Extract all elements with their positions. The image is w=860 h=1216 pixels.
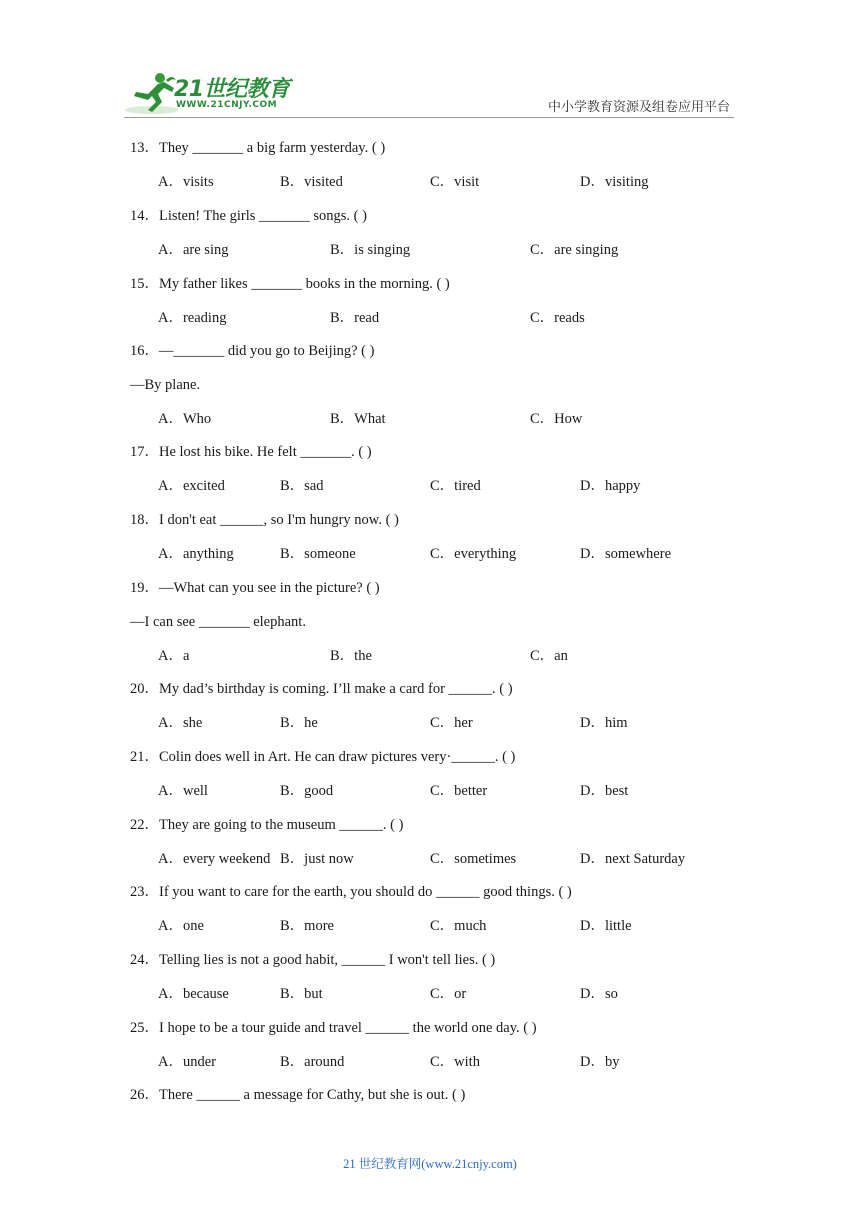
option[interactable]: C．How <box>530 411 583 427</box>
option[interactable]: C．her <box>430 715 473 731</box>
option[interactable]: C．are singing <box>530 242 619 258</box>
option[interactable]: A．under <box>158 1054 216 1070</box>
option[interactable]: B．around <box>280 1054 345 1070</box>
option[interactable]: C．visit <box>430 174 480 190</box>
runner-logo-icon <box>122 70 178 116</box>
option[interactable]: D．so <box>580 986 618 1002</box>
logo-url: WWW.21CNJY.COM <box>176 100 278 110</box>
option[interactable]: B．just now <box>280 851 354 867</box>
page-footer[interactable]: 21 世纪教育网(www.21cnjy.com) <box>343 1157 517 1171</box>
option[interactable]: B．sad <box>280 478 324 494</box>
option[interactable]: A．are sing <box>158 242 229 258</box>
question-stem: 26．There ______ a message for Cathy, but she is out. ( ) <box>130 1087 466 1103</box>
question-stem: 25．I hope to be a tour guide and travel ______ the world one day. ( ) <box>130 1020 537 1036</box>
option[interactable]: C．sometimes <box>430 851 517 867</box>
option[interactable]: D．little <box>580 918 632 934</box>
option[interactable]: A．every weekend <box>158 851 271 867</box>
option[interactable]: C．or <box>430 986 467 1002</box>
option[interactable]: A．visits <box>158 174 214 190</box>
option[interactable]: B．someone <box>280 546 356 562</box>
question-stem: 24．Telling lies is not a good habit, ______ I won't tell lies. ( ) <box>130 952 496 968</box>
option[interactable]: D．him <box>580 715 628 731</box>
page-header <box>0 0 860 125</box>
option[interactable]: D．happy <box>580 478 641 494</box>
option[interactable]: B．What <box>330 411 386 427</box>
site-logo <box>122 70 292 116</box>
option[interactable]: C．everything <box>430 546 517 562</box>
option[interactable]: A．a <box>158 648 190 664</box>
option[interactable]: B．but <box>280 986 323 1002</box>
option[interactable]: C．reads <box>530 310 585 326</box>
dialogue-reply: —I can see _______ elephant. <box>130 614 306 630</box>
question-stem: 13．They _______ a big farm yesterday. ( ) <box>130 140 386 156</box>
question-stem: 21．Colin does well in Art. He can draw pictures very·______. ( ) <box>130 749 516 765</box>
option[interactable]: B．good <box>280 783 334 799</box>
option[interactable]: A．excited <box>158 478 225 494</box>
option[interactable]: A．anything <box>158 546 234 562</box>
option[interactable]: A．she <box>158 715 203 731</box>
question-stem: 23．If you want to care for the earth, you should do ______ good things. ( ) <box>130 884 572 900</box>
question-stem: 17．He lost his bike. He felt _______. ( ) <box>130 444 372 460</box>
option[interactable]: C．with <box>430 1054 480 1070</box>
header-tagline: 中小学教育资源及组卷应用平台 <box>547 99 730 114</box>
question-stem: 16．—_______ did you go to Beijing? ( ) <box>130 343 375 359</box>
option[interactable]: B．he <box>280 715 318 731</box>
option[interactable]: B．read <box>330 310 380 326</box>
header-divider <box>124 117 734 118</box>
option[interactable]: B．the <box>330 648 372 664</box>
option[interactable]: A．reading <box>158 310 227 326</box>
question-stem: 14．Listen! The girls _______ songs. ( ) <box>130 208 367 224</box>
option[interactable]: C．better <box>430 783 488 799</box>
option[interactable]: B．more <box>280 918 334 934</box>
option[interactable]: A．because <box>158 986 229 1002</box>
option[interactable]: C．much <box>430 918 487 934</box>
question-stem: 18．I don't eat ______, so I'm hungry now. ( ) <box>130 512 399 528</box>
option[interactable]: C．an <box>530 648 568 664</box>
option[interactable]: C．tired <box>430 478 481 494</box>
option[interactable]: B．is singing <box>330 242 411 258</box>
option[interactable]: D．best <box>580 783 629 799</box>
question-stem: 22．They are going to the museum ______. ( ) <box>130 817 404 833</box>
dialogue-reply: —By plane. <box>130 377 201 393</box>
option[interactable]: D．next Saturday <box>580 851 686 867</box>
option[interactable]: D．visiting <box>580 174 649 190</box>
option[interactable]: A．well <box>158 783 208 799</box>
question-stem: 15．My father likes _______ books in the morning. ( ) <box>130 276 450 292</box>
option[interactable]: A．one <box>158 918 204 934</box>
option[interactable]: D．somewhere <box>580 546 672 562</box>
question-stem: 20．My dad’s birthday is coming. I’ll make a card for ______. ( ) <box>130 681 513 697</box>
option[interactable]: A．Who <box>158 411 212 427</box>
logo-title: 21世纪教育 <box>174 77 290 102</box>
option[interactable]: B．visited <box>280 174 343 190</box>
option[interactable]: D．by <box>580 1054 620 1070</box>
question-stem: 19．—What can you see in the picture? ( ) <box>130 580 380 596</box>
